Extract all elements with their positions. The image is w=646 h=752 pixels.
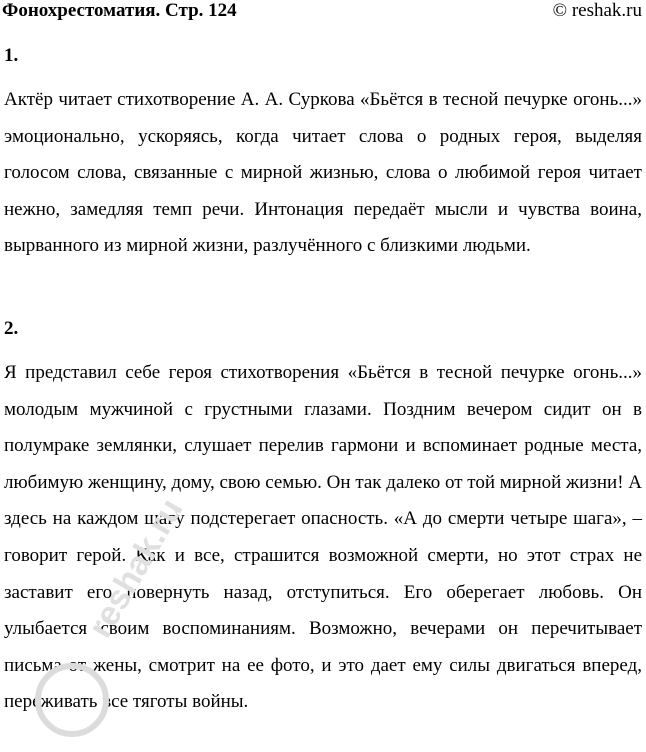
section-number-2: 2. — [4, 318, 19, 339]
site-copyright: © reshak.ru — [552, 0, 642, 21]
page-header — [0, 0, 646, 22]
page-title: Фонохрестоматия. Стр. 124 — [2, 0, 237, 21]
section-text-1: Актёр читает стихотворение А. А. Суркова «Бьётся в тесной печурке огонь...» эмоционально, ускоряясь, когда читает слова о родных героя, выделяя голосом слова, связанные с мирной жизнью, слова о любимой героя читает нежно, замедляя темп речи. Интонация передаёт мысли и чувства воина, вырванного из мирной жизни, разлучённого с близкими людьми. — [4, 89, 642, 257]
section-number-1: 1. — [4, 45, 19, 66]
section-text-2: Я представил себе героя стихотворения «Бьётся в тесной печурке огонь...» молодым мужчиной с грустными глазами. Поздним вечером сидит он в полумраке землянки, слушает перелив гармони и вспоминает родные места, любимую женщину, дому, свою семью. Он так далеко от той мирной жизни! А здесь на каждом шагу подстерегает опасность. «А до смерти четыре шага», – говорит герой. Как и все, страшится возможной смерти, но этот страх не заставит его повернуть назад, отступиться. Его оберегает любовь. Он улыбается своим воспоминаниям. Возможно, вечерами он перечитывает письма от жены, смотрит на ее фото, и это дает ему силы двигаться вперед, переживать все тяготы войны. — [4, 362, 642, 713]
watermark-text: reshak.ru — [81, 492, 191, 644]
